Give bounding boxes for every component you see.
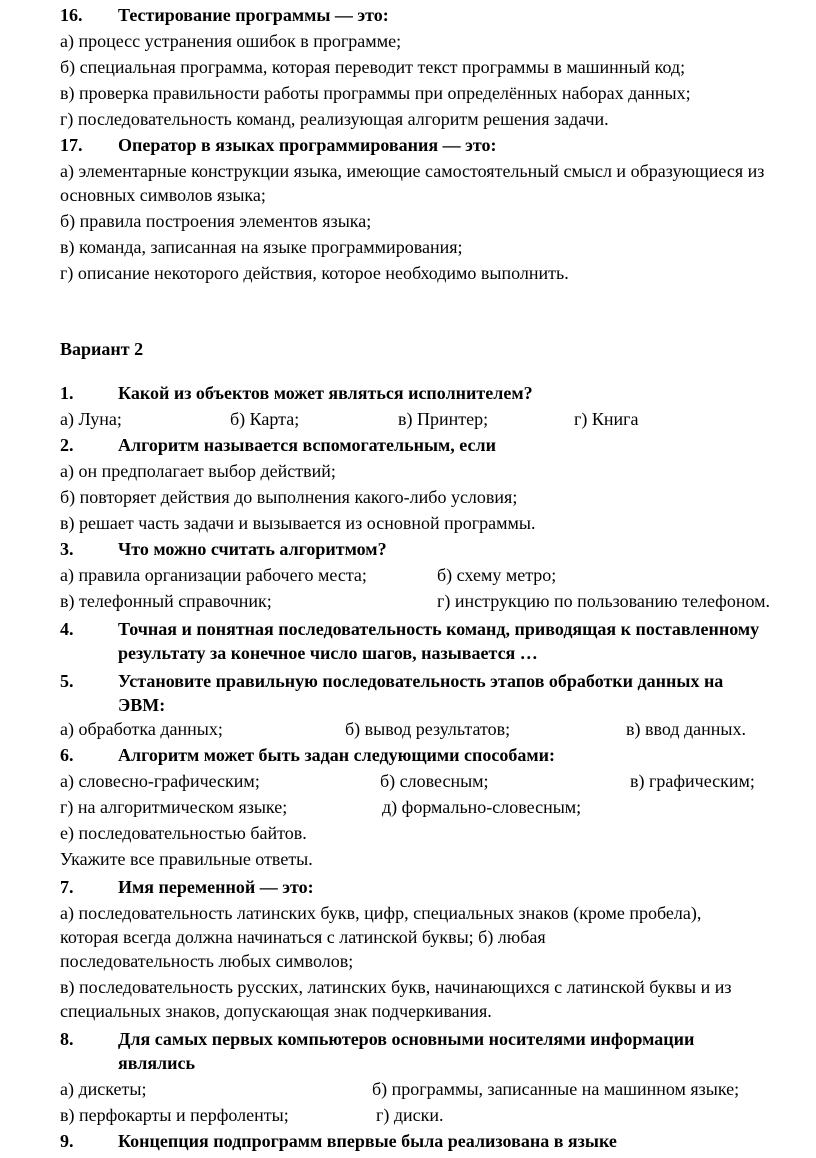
answer-option-continued: основных символов языка; bbox=[60, 185, 266, 205]
question-title-continued: результату за конечное число шагов, называется … bbox=[118, 643, 538, 663]
question-title: Для самых первых компьютеров основными носителями информации bbox=[118, 1029, 695, 1049]
question-number: 4. bbox=[60, 619, 74, 639]
question-number: 2. bbox=[60, 435, 74, 455]
answer-option-continued: специальных знаков, допускающая знак подчеркивания. bbox=[60, 1001, 492, 1021]
answer-option: б) программы, записанные на машинном языке; bbox=[372, 1079, 740, 1099]
answer-option: г) инструкцию по пользованию телефоном. bbox=[437, 591, 771, 611]
answer-option: г) Книга bbox=[574, 409, 639, 429]
answer-option: а) обработка данных; bbox=[60, 719, 223, 739]
question-title-continued: ЭВМ: bbox=[118, 695, 166, 715]
question-title: Точная и понятная последовательность команд, приводящая к поставленному bbox=[118, 619, 760, 639]
question-number: 3. bbox=[60, 539, 74, 559]
answer-option: а) процесс устранения ошибок в программе; bbox=[60, 31, 402, 51]
answer-option: г) диски. bbox=[376, 1105, 444, 1125]
question-title: Тестирование программы — это: bbox=[118, 5, 389, 25]
question-title: Что можно считать алгоритмом? bbox=[118, 539, 387, 559]
answer-option: г) последовательность команд, реализующая алгоритм решения задачи. bbox=[60, 109, 609, 129]
answer-option: в) перфокарты и перфоленты; bbox=[60, 1105, 289, 1125]
question-title: Алгоритм может быть задан следующими способами: bbox=[118, 745, 556, 765]
question-number: 5. bbox=[60, 671, 74, 691]
answer-option: б) правила построения элементов языка; bbox=[60, 211, 372, 231]
answer-option-continued: которая всегда должна начинаться с латинской буквы; б) любая bbox=[60, 927, 546, 947]
answer-option: в) ввод данных. bbox=[626, 719, 747, 739]
answer-option: в) телефонный справочник; bbox=[60, 591, 272, 611]
question-title: Какой из объектов может являться исполнителем? bbox=[118, 383, 533, 403]
answer-option: б) схему метро; bbox=[437, 565, 557, 585]
answer-option-continued: последовательность любых символов; bbox=[60, 951, 354, 971]
answer-option: в) команда, записанная на языке программирования; bbox=[60, 237, 463, 257]
question-number: 8. bbox=[60, 1029, 74, 1049]
answer-option: а) Луна; bbox=[60, 409, 122, 429]
question-title: Установите правильную последовательность этапов обработки данных на bbox=[118, 671, 724, 691]
question-number: 1. bbox=[60, 383, 74, 403]
answer-option: б) повторяет действия до выполнения какого-либо условия; bbox=[60, 487, 518, 507]
question-title: Алгоритм называется вспомогательным, если bbox=[118, 435, 496, 455]
question-title: Концепция подпрограмм впервые была реализована в языке bbox=[118, 1131, 617, 1151]
answer-option: в) последовательность русских, латинских букв, начинающихся с латинской буквы и из bbox=[60, 977, 732, 997]
answer-option: а) он предполагает выбор действий; bbox=[60, 461, 336, 481]
answer-option: а) словесно-графическим; bbox=[60, 771, 260, 791]
question-number: 9. bbox=[60, 1131, 74, 1151]
answer-option: в) графическим; bbox=[630, 771, 755, 791]
question-title: Имя переменной — это: bbox=[118, 877, 314, 897]
answer-option: е) последовательностью байтов. bbox=[60, 823, 307, 843]
answer-option: б) словесным; bbox=[380, 771, 489, 791]
answer-option: д) формально-словесным; bbox=[382, 797, 582, 817]
answer-option: а) правила организации рабочего места; bbox=[60, 565, 367, 585]
answer-option: б) вывод результатов; bbox=[345, 719, 511, 739]
answer-option: в) решает часть задачи и вызывается из основной программы. bbox=[60, 513, 536, 533]
question-title-continued: являлись bbox=[118, 1053, 196, 1073]
answer-option: б) специальная программа, которая переводит текст программы в машинный код; bbox=[60, 57, 686, 77]
variant-heading: Вариант 2 bbox=[60, 339, 144, 359]
answer-option: г) на алгоритмическом языке; bbox=[60, 797, 288, 817]
question-number: 7. bbox=[60, 877, 74, 897]
question-note: Укажите все правильные ответы. bbox=[60, 849, 313, 869]
question-number: 6. bbox=[60, 745, 74, 765]
answer-option: г) описание некоторого действия, которое необходимо выполнить. bbox=[60, 263, 569, 283]
answer-option: б) Карта; bbox=[230, 409, 300, 429]
answer-option: а) дискеты; bbox=[60, 1079, 147, 1099]
answer-option: а) последовательность латинских букв, цифр, специальных знаков (кроме пробела), bbox=[60, 903, 702, 923]
answer-option: в) Принтер; bbox=[398, 409, 489, 429]
question-number: 17. bbox=[60, 135, 83, 155]
question-title: Оператор в языках программирования — это: bbox=[118, 135, 497, 155]
question-number: 16. bbox=[60, 5, 83, 25]
answer-option: в) проверка правильности работы программы при определённых наборах данных; bbox=[60, 83, 691, 103]
answer-option: а) элементарные конструкции языка, имеющие самостоятельный смысл и образующиеся из bbox=[60, 161, 765, 181]
